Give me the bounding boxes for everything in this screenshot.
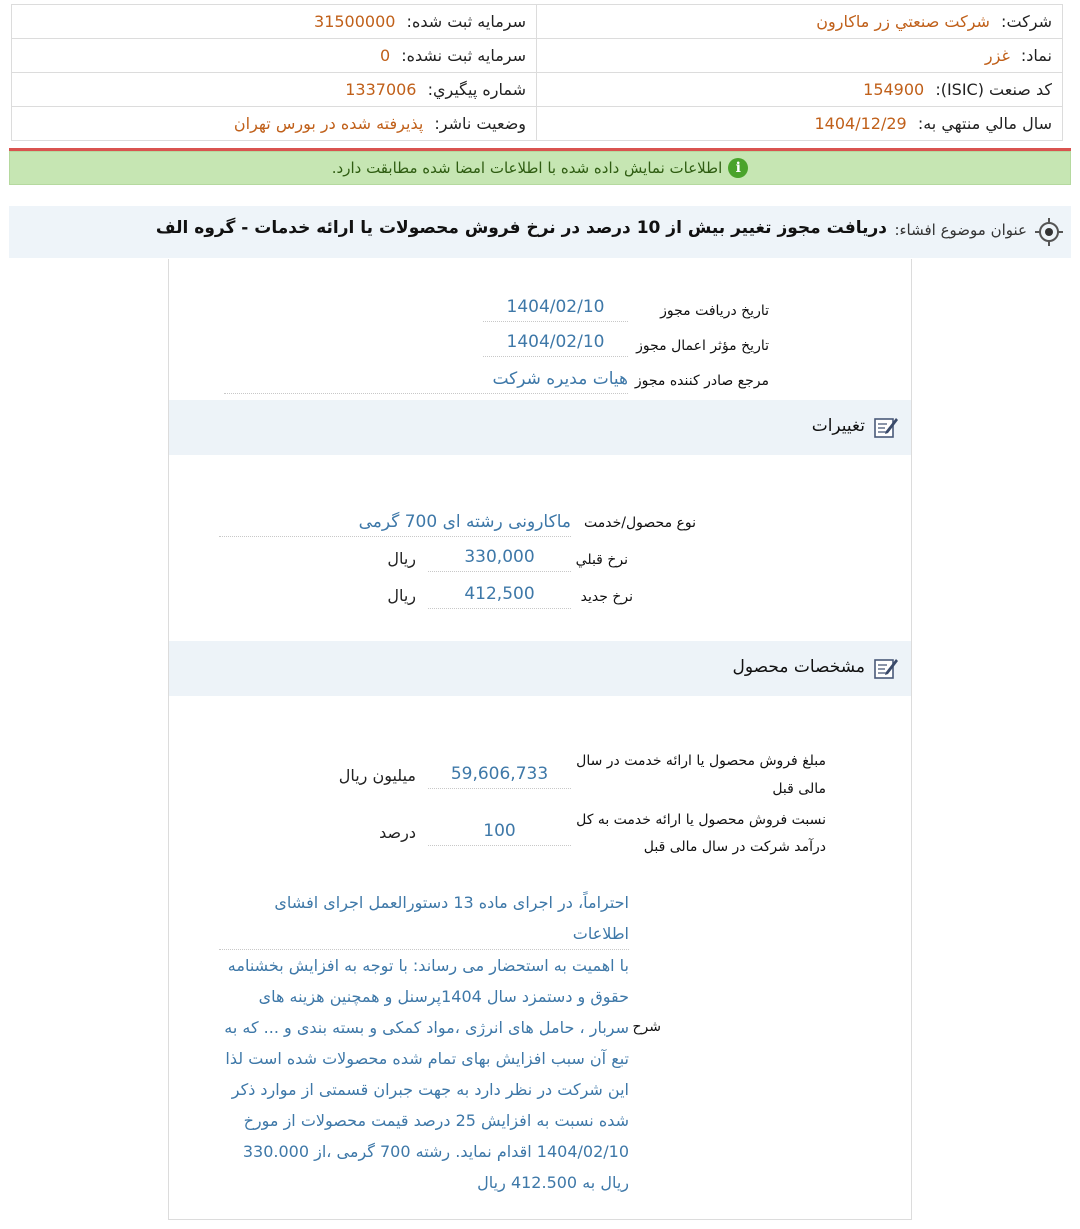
changes-section-header <box>169 400 911 455</box>
prev-rate-value: 330,000 <box>428 547 571 572</box>
symbol-label: نماد: <box>1020 46 1052 65</box>
sales-amount-label-1: مبلغ فروش محصول یا ارائه خدمت در سال <box>576 753 826 769</box>
description-label: شرح <box>632 1019 661 1035</box>
sales-ratio-unit: درصد <box>379 823 416 842</box>
target-icon <box>1035 218 1063 246</box>
description-line: سربار ، حامل های انرژی ،مواد کمکی و بسته بندی و ... که به <box>224 1018 629 1037</box>
tracking-value: 1337006 <box>345 80 417 99</box>
product-spec-section-header <box>169 641 911 696</box>
new-rate-label: نرخ جديد <box>580 589 633 605</box>
description-line: حقوق و دستمزد سال 1404پرسنل و همچنین هزینه های <box>258 987 629 1006</box>
registered-capital-label: سرمايه ثبت شده: <box>406 12 526 31</box>
prev-rate-unit: ريال <box>387 549 416 568</box>
fiscal-year-cell <box>537 107 1063 141</box>
fiscal-year-label: سال مالي منتهي به: <box>917 114 1052 133</box>
receive-date-value: 1404/02/10 <box>483 297 628 322</box>
subject-label: عنوان موضوع افشاء: <box>894 221 1027 239</box>
edit-document-icon <box>873 414 899 440</box>
sales-amount-unit: میلیون ريال <box>338 766 416 785</box>
registered-capital-cell <box>12 5 537 39</box>
sales-ratio-label-2: درآمد شرکت در سال مالی قبل <box>643 839 826 855</box>
publisher-status-label: وضعيت ناشر: <box>434 114 526 133</box>
sales-ratio-label-1: نسبت فروش محصول یا ارائه خدمت به کل <box>576 812 826 828</box>
receive-date-label: تاریخ دریافت مجوز <box>660 303 769 319</box>
isic-cell <box>537 73 1063 107</box>
registered-capital-value: 31500000 <box>314 12 396 31</box>
prev-rate-label: نرخ قبلي <box>575 552 628 568</box>
tracking-cell <box>12 73 537 107</box>
verification-alert <box>9 151 1071 185</box>
issuer-value: هیات مدیره شرکت <box>224 369 628 394</box>
isic-value: 154900 <box>863 80 925 99</box>
subject-bar <box>9 206 1071 258</box>
issuer-label: مرجع صادر کننده مجوز <box>634 373 769 389</box>
alert-text: اطلاعات نمايش داده شده با اطلاعات امضا شده مطابقت دارد. <box>331 159 723 177</box>
description-line: ريال به 412.500 ريال <box>477 1173 629 1192</box>
company-value: شرکت صنعتي زر ماکارون <box>816 12 990 31</box>
publisher-status-cell <box>12 107 537 141</box>
description-line: تبع آن سبب افزایش بهای تمام شده محصولات شده است لذا <box>225 1049 629 1068</box>
symbol-value: غزر <box>984 46 1010 65</box>
new-rate-value: 412,500 <box>428 584 571 609</box>
publisher-status-value: پذيرفته شده در بورس تهران <box>233 114 424 133</box>
header-table <box>11 4 1063 141</box>
effective-date-value: 1404/02/10 <box>483 332 628 357</box>
company-label: شرکت: <box>1001 12 1052 31</box>
product-type-label: نوع محصول/خدمت <box>584 515 696 531</box>
unregistered-capital-label: سرمايه ثبت نشده: <box>401 46 526 65</box>
new-rate-unit: ريال <box>387 586 416 605</box>
sales-amount-label-2: مالی قبل <box>772 781 826 797</box>
changes-title: تغییرات <box>811 416 865 436</box>
unregistered-capital-value: 0 <box>379 46 391 65</box>
subject-title: دریافت مجوز تغییر بیش از 10 درصد در نرخ فروش محصولات یا ارائه خدمات - گروه الف <box>155 218 887 238</box>
effective-date-label: تاریخ مؤثر اعمال مجوز <box>636 338 769 354</box>
content-panel <box>168 259 912 1220</box>
company-cell <box>537 5 1063 39</box>
unregistered-capital-cell <box>12 39 537 73</box>
description-line: احتراماً، در اجرای ماده 13 دستورالعمل اجرای افشای اطلاعات <box>219 887 629 950</box>
edit-document-icon <box>873 655 899 681</box>
fiscal-year-value: 1404/12/29 <box>814 114 907 133</box>
symbol-cell <box>537 39 1063 73</box>
isic-label: کد صنعت (ISIC): <box>935 80 1052 99</box>
product-type-value: ماکارونی رشته ای 700 گرمی <box>219 512 571 537</box>
description-line: با اهمیت به استحضار می رساند: با توجه به افزایش بخشنامه <box>227 956 629 975</box>
description-line: شده نسبت به افزایش 25 درصد قیمت محصولات از مورخ <box>243 1111 629 1130</box>
description-text <box>219 887 629 1198</box>
product-spec-title: مشخصات محصول <box>732 657 865 677</box>
sales-amount-value: 59,606,733 <box>428 764 571 789</box>
description-line: این شرکت در نظر دارد به جهت جبران قسمتی از موارد ذکر <box>231 1080 629 1099</box>
tracking-label: شماره پيگيري: <box>427 80 526 99</box>
info-icon: i <box>728 158 748 178</box>
sales-ratio-value: 100 <box>428 821 571 846</box>
description-line: 1404/02/10 اقدام نماید. رشته 700 گرمی ،از 330.000 <box>242 1142 629 1161</box>
